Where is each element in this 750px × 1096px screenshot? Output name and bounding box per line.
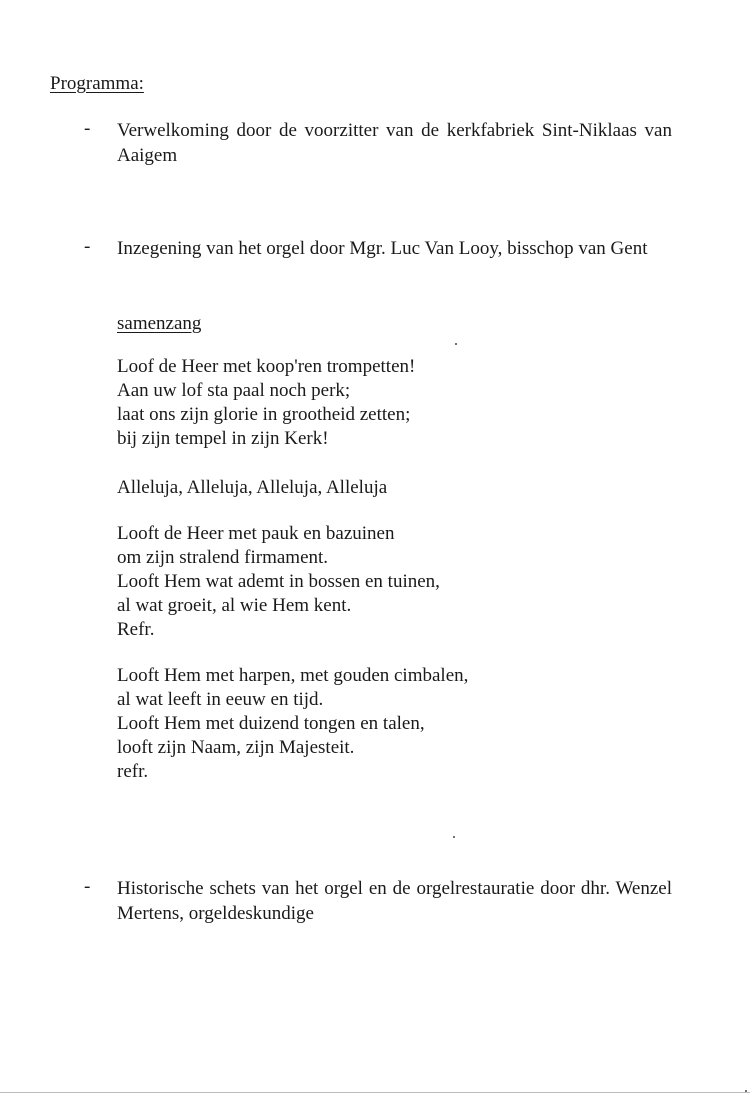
song-line: Looft Hem met harpen, met gouden cimbalen, — [117, 665, 469, 686]
song-line: Alleluja, Alleluja, Alleluja, Alleluja — [117, 477, 388, 498]
song-line: Aan uw lof sta paal noch perk; — [117, 380, 351, 401]
song-stanza — [117, 522, 440, 642]
list-dash: - — [84, 118, 91, 139]
song-line: Looft Hem met duizend tongen en talen, — [117, 713, 425, 734]
song-label: samenzang — [117, 313, 202, 334]
program-item-text: Inzegening van het orgel door Mgr. Luc Van Looy, bisschop van Gent — [117, 238, 648, 259]
song-line: refr. — [117, 761, 149, 782]
song-line: laat ons zijn glorie in grootheid zetten; — [117, 404, 411, 425]
song-line: bij zijn tempel in zijn Kerk! — [117, 428, 329, 449]
song-stanza — [117, 355, 415, 451]
song-line: looft zijn Naam, zijn Majesteit. — [117, 737, 355, 758]
song-line: Looft de Heer met pauk en bazuinen — [117, 523, 395, 544]
program-item-text: Verwelkoming door de voorzitter van de kerkfabriek Sint-Niklaas van Aaigem — [117, 120, 672, 166]
song-line: Refr. — [117, 619, 155, 640]
program-heading: Programma: — [50, 73, 144, 94]
list-dash: - — [84, 236, 91, 257]
program-item-text: Historische schets van het orgel en de orgelrestauratie door dhr. Wenzel Mertens, orgeldeskundige — [117, 878, 672, 924]
scan-edge — [0, 1092, 750, 1093]
list-dash: - — [84, 876, 91, 897]
song-line: Looft Hem wat ademt in bossen en tuinen, — [117, 571, 440, 592]
song-line: al wat groeit, al wie Hem kent. — [117, 595, 352, 616]
song-line: al wat leeft in eeuw en tijd. — [117, 689, 324, 710]
song-refrain — [117, 476, 387, 500]
song-stanza — [117, 664, 468, 784]
song-line: om zijn stralend firmament. — [117, 547, 329, 568]
song-line: Loof de Heer met koop'ren trompetten! — [117, 356, 416, 377]
scan-speck — [455, 343, 457, 345]
scan-speck — [453, 836, 455, 838]
